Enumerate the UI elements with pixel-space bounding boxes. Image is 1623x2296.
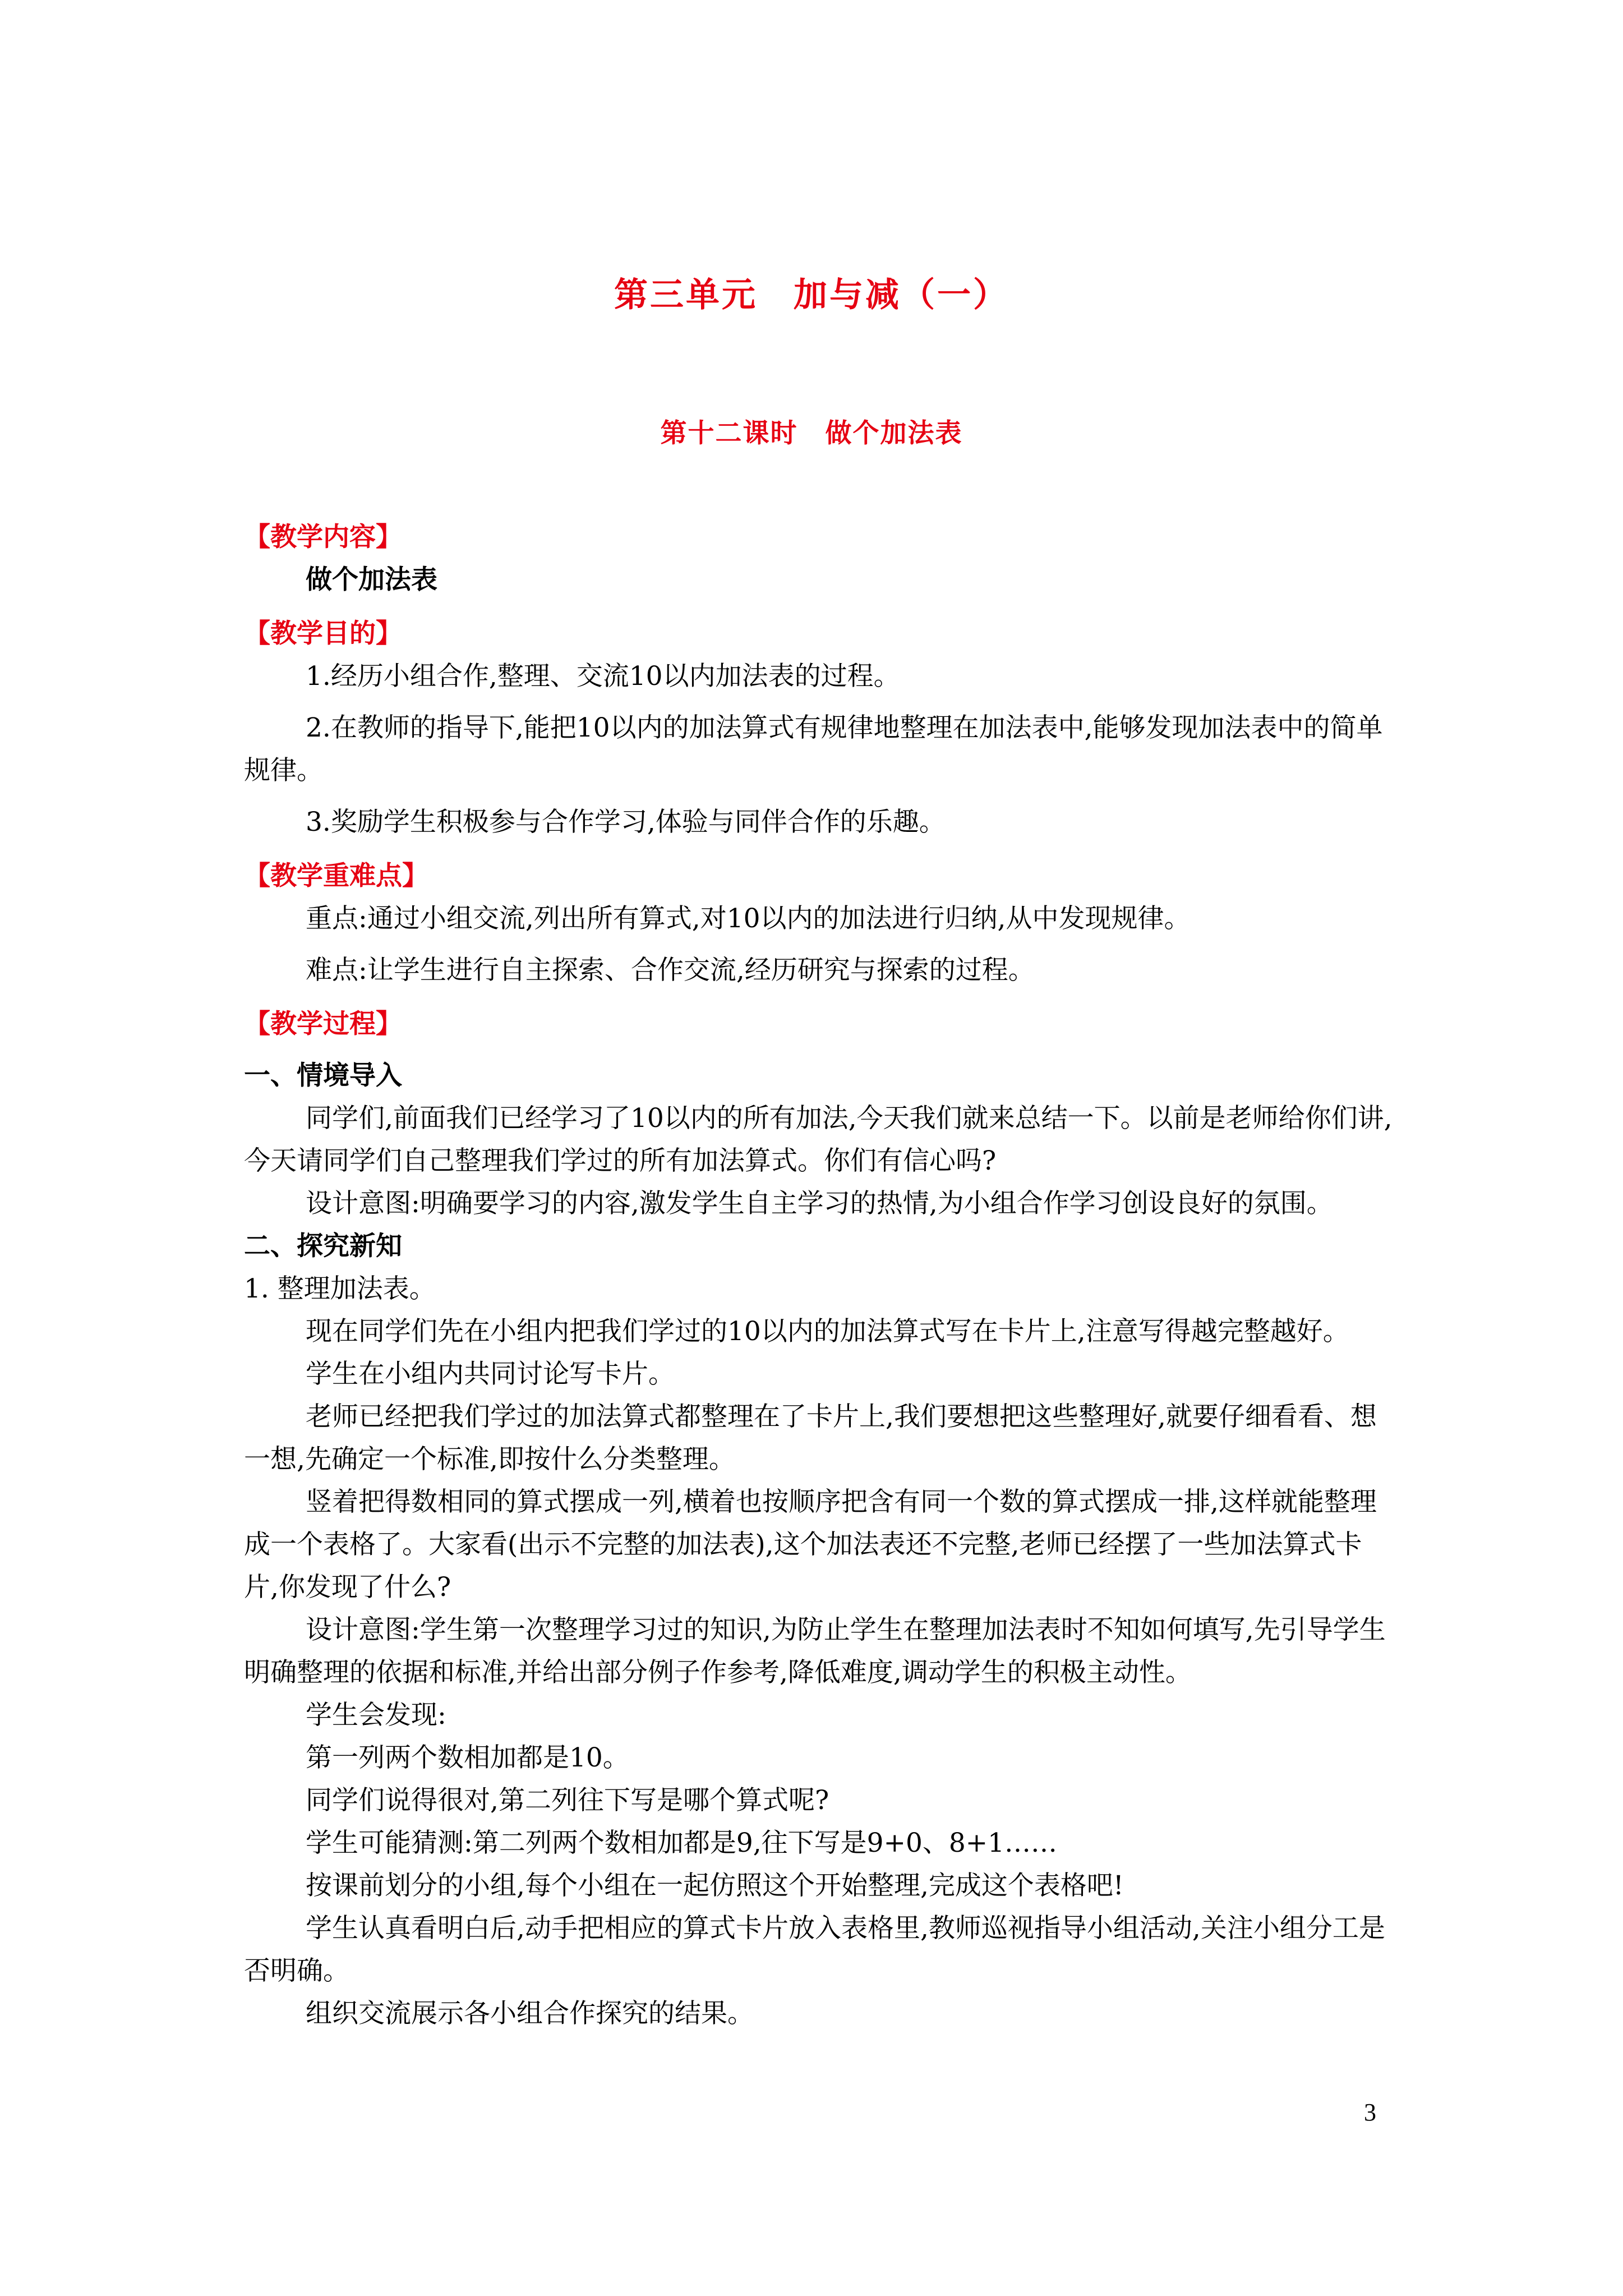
- part2-paragraph: 设计意图:学生第一次整理学习过的知识,为防止学生在整理加法表时不知如何填写,先引导学生明确整理的依据和标准,并给出部分例子作参考,降低难度,调动学生的积极主动性。: [244, 1614, 1386, 1688]
- part2-title: 二、探究新知: [244, 1231, 402, 1262]
- part2-paragraph: 学生会发现:: [306, 1700, 446, 1731]
- part1-paragraph: 同学们,前面我们已经学习了10以内的所有加法,今天我们就来总结一下。以前是老师给你们讲,今天请同学们自己整理我们学过的所有加法算式。你们有信心吗?: [244, 1103, 1393, 1176]
- part2-paragraph: 学生在小组内共同讨论写卡片。: [306, 1359, 675, 1389]
- page-number: 3: [1364, 2099, 1376, 2126]
- part2-paragraph: 学生认真看明白后,动手把相应的算式卡片放入表格里,教师巡视指导小组活动,关注小组分工是否明确。: [244, 1913, 1385, 1986]
- document-body: [244, 505, 1394, 2035]
- unit-title: 第三单元 加与减（一）: [614, 275, 1009, 315]
- part2-paragraph: 学生可能猜测:第二列两个数相加都是9,往下写是9+0、8+1……: [306, 1828, 1058, 1858]
- part2-paragraph: 老师已经把我们学过的加法算式都整理在了卡片上,我们要想把这些整理好,就要仔细看看、想一想,先确定一个标准,即按什么分类整理。: [244, 1401, 1377, 1475]
- step1-title: 1. 整理加法表。: [244, 1273, 436, 1304]
- part1-paragraph: 设计意图:明确要学习的内容,激发学生自主学习的热情,为小组合作学习创设良好的氛围。: [306, 1188, 1333, 1219]
- part2-paragraph: 组织交流展示各小组合作探究的结果。: [306, 1998, 754, 2029]
- goal-item-1: 1.经历小组合作,整理、交流10以内加法表的过程。: [306, 661, 900, 692]
- part2-paragraph: 按课前划分的小组,每个小组在一起仿照这个开始整理,完成这个表格吧!: [306, 1870, 1124, 1901]
- lesson-title: 第十二课时 做个加法表: [660, 418, 963, 449]
- goal-item-2: 2.在教师的指导下,能把10以内的加法算式有规律地整理在加法表中,能够发现加法表中的简单规律。: [244, 712, 1383, 786]
- part2-paragraph: 现在同学们先在小组内把我们学过的10以内的加法算式写在卡片上,注意写得越完整越好。: [306, 1316, 1349, 1347]
- content-heading: 【教学内容】: [244, 522, 402, 553]
- process-heading: 【教学过程】: [244, 1009, 402, 1039]
- key-point-focus: 重点:通过小组交流,列出所有算式,对10以内的加法进行归纳,从中发现规律。: [306, 903, 1191, 934]
- part2-paragraph: 同学们说得很对,第二列往下写是哪个算式呢?: [306, 1785, 829, 1816]
- part2-paragraph: 竖着把得数相同的算式摆成一列,横着也按顺序把含有同一个数的算式摆成一排,这样就能整理成一个表格了。大家看(出示不完整的加法表),这个加法表还不完整,老师已经摆了一些加法算式卡片,你发现了什么?: [244, 1487, 1377, 1603]
- part1-title: 一、情境导入: [244, 1060, 402, 1091]
- key-point-difficulty: 难点:让学生进行自主探索、合作交流,经历研究与探索的过程。: [306, 955, 1035, 986]
- part2-paragraph: 第一列两个数相加都是10。: [306, 1742, 629, 1773]
- content-text: 做个加法表: [306, 564, 437, 595]
- goal-item-3: 3.奖励学生积极参与合作学习,体验与同伴合作的乐趣。: [306, 807, 946, 838]
- key-points-heading: 【教学重难点】: [244, 861, 428, 891]
- goals-heading: 【教学目的】: [244, 618, 402, 649]
